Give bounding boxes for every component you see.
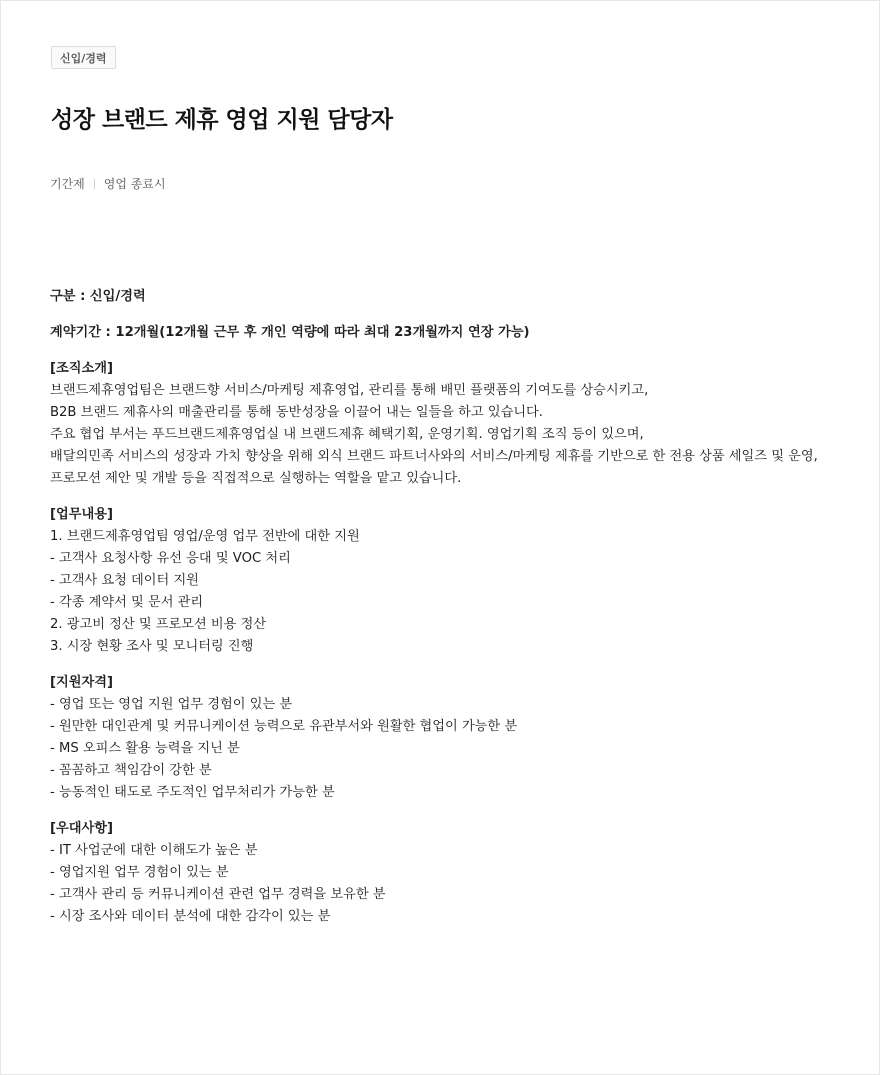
preferred-section bbox=[50, 818, 830, 928]
org-intro-line: 브랜드제휴영업팀은 브랜드향 서비스/마케팅 제휴영업, 관리를 통해 배민 플랫폼의 기여도를 상승시키고, bbox=[50, 383, 649, 398]
section-title-duties: [업무내용] bbox=[50, 507, 114, 522]
category-line: 구분 : 신입/경력 bbox=[50, 289, 146, 304]
list-item: - 고객사 요청사항 유선 응대 및 VOC 처리 bbox=[50, 551, 291, 566]
duties-section bbox=[50, 504, 830, 658]
list-item: - IT 사업군에 대한 이해도가 높은 분 bbox=[50, 843, 258, 858]
list-item: 2. 광고비 정산 및 프로모션 비용 정산 bbox=[50, 617, 267, 632]
org-intro-line: 주요 협업 부서는 푸드브랜드제휴영업실 내 브랜드제휴 혜택기획, 운영기획. 영업기획 조직 등이 있으며, bbox=[50, 427, 644, 442]
job-description bbox=[50, 286, 830, 942]
meta-divider bbox=[94, 179, 95, 189]
list-item: - 꼼꼼하고 책임감이 강한 분 bbox=[50, 763, 212, 778]
org-intro-section bbox=[50, 358, 830, 490]
employment-type: 기간제 bbox=[50, 177, 85, 191]
list-item: - MS 오피스 활용 능력을 지닌 분 bbox=[50, 741, 240, 756]
org-intro-text bbox=[50, 380, 830, 490]
list-item: - 고객사 관리 등 커뮤니케이션 관련 업무 경력을 보유한 분 bbox=[50, 887, 386, 902]
list-item: - 영업 또는 영업 지원 업무 경험이 있는 분 bbox=[50, 697, 293, 712]
career-type-badge: 신입/경력 bbox=[51, 46, 116, 69]
contract-period-line: 계약기간 : 12개월(12개월 근무 후 개인 역량에 따라 최대 23개월까지 연장 가능) bbox=[50, 325, 530, 340]
section-title-preferred: [우대사항] bbox=[50, 821, 114, 836]
job-meta bbox=[50, 175, 166, 192]
list-item: 3. 시장 현황 조사 및 모니터링 진행 bbox=[50, 639, 254, 654]
list-item: - 각종 계약서 및 문서 관리 bbox=[50, 595, 204, 610]
job-title: 성장 브랜드 제휴 영업 지원 담당자 bbox=[51, 107, 393, 133]
org-intro-line: B2B 브랜드 제휴사의 매출관리를 통해 동반성장을 이끌어 내는 일들을 하고 있습니다. bbox=[50, 405, 543, 420]
job-location: 영업 종료시 bbox=[103, 177, 166, 191]
qualifications-section bbox=[50, 672, 830, 804]
list-item: - 원만한 대인관계 및 커뮤니케이션 능력으로 유관부서와 원활한 협업이 가능한 분 bbox=[50, 719, 518, 734]
list-item: - 영업지원 업무 경험이 있는 분 bbox=[50, 865, 229, 880]
list-item: 1. 브랜드제휴영업팀 영업/운영 업무 전반에 대한 지원 bbox=[50, 529, 360, 544]
section-title-org-intro: [조직소개] bbox=[50, 361, 114, 376]
list-item: - 고객사 요청 데이터 지원 bbox=[50, 573, 199, 588]
list-item: - 능동적인 태도로 주도적인 업무처리가 가능한 분 bbox=[50, 785, 335, 800]
list-item: - 시장 조사와 데이터 분석에 대한 감각이 있는 분 bbox=[50, 909, 331, 924]
org-intro-line: 배달의민족 서비스의 성장과 가치 향상을 위해 외식 브랜드 파트너사와의 서비스/마케팅 제휴를 기반으로 한 전용 상품 세일즈 및 운영, 프로모션 제안 및 개발 등을 직접적으로 실행하는 역할을 맡고 있습니다. bbox=[50, 449, 818, 486]
section-title-qualifications: [지원자격] bbox=[50, 675, 114, 690]
